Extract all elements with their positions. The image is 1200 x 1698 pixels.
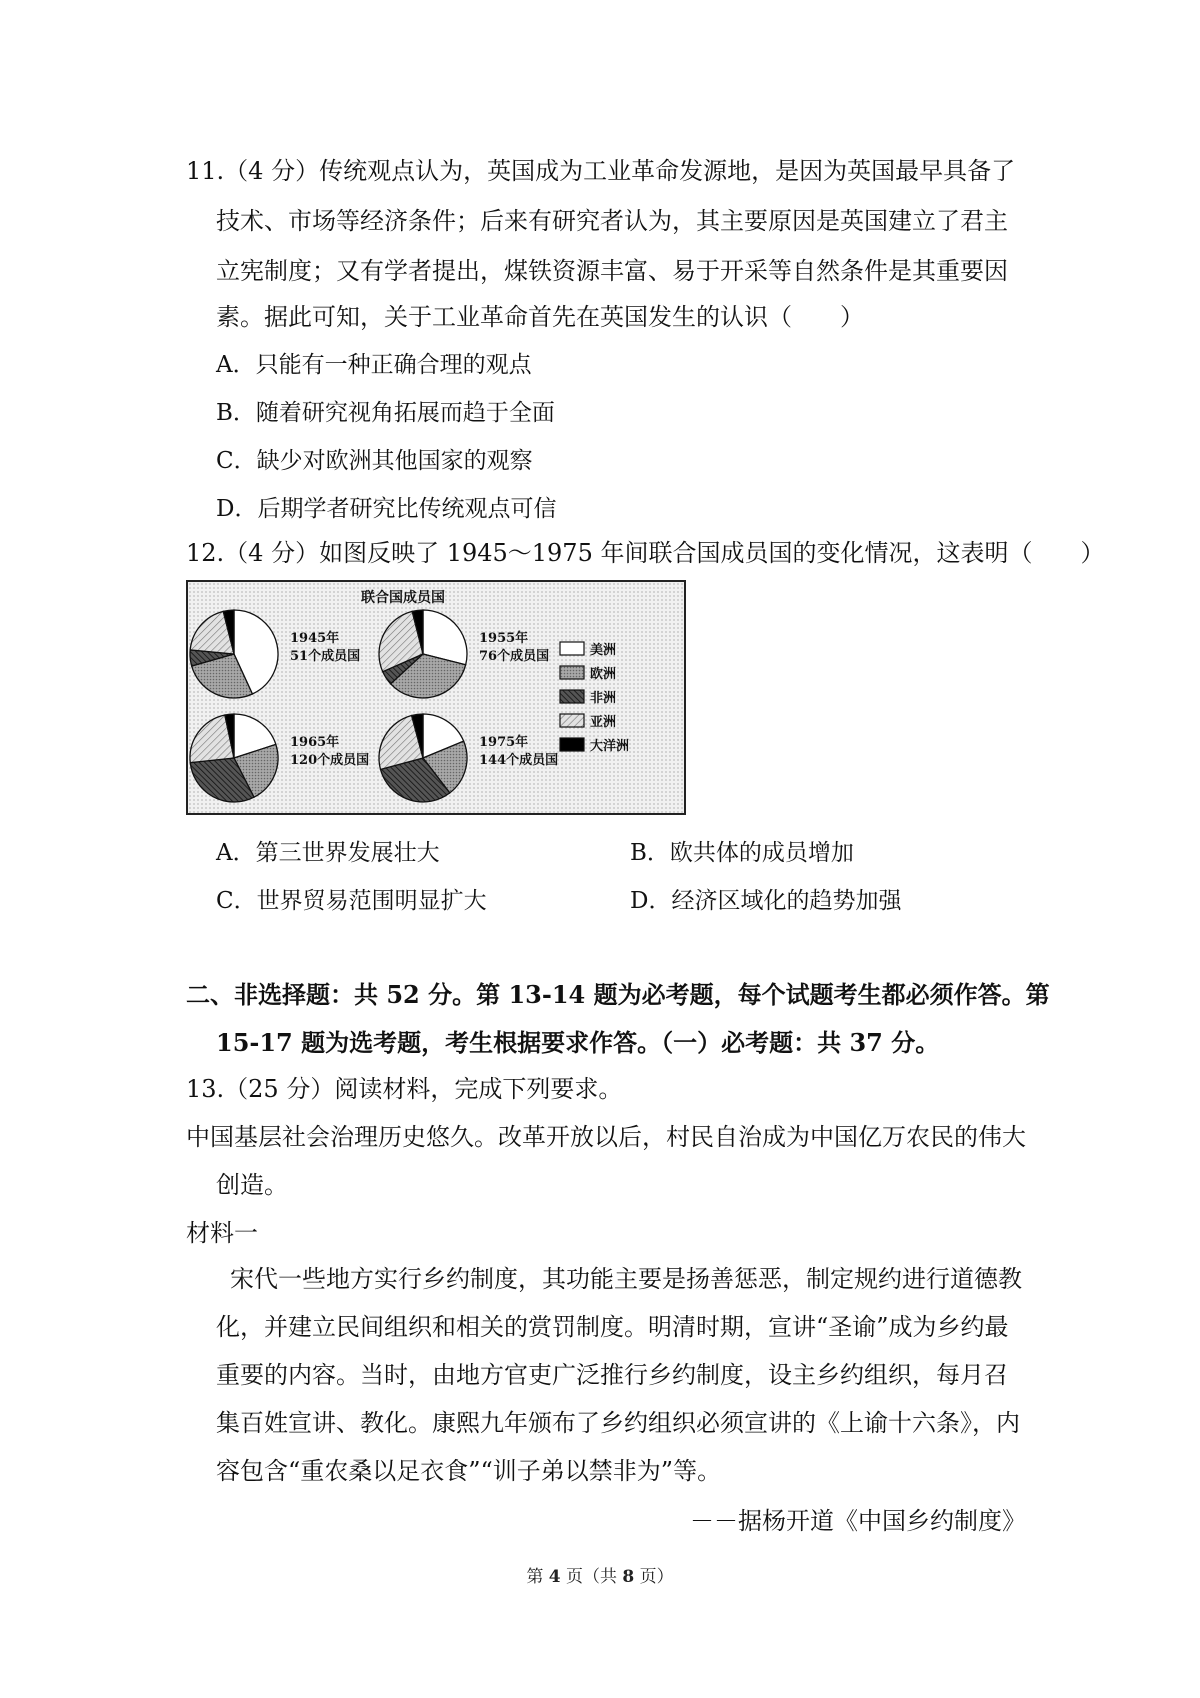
legend-label-oceania: 大洋洲 bbox=[590, 739, 630, 754]
legend-swatch-europe bbox=[560, 666, 584, 679]
pie-count-label-2: 120个成员国 bbox=[290, 753, 370, 768]
pie-year-label-3: 1975年 bbox=[479, 735, 529, 750]
q11-option-d: D．后期学者研究比传统观点可信 bbox=[216, 496, 557, 522]
chart-svg bbox=[188, 582, 684, 813]
legend-swatch-oceania bbox=[560, 738, 584, 751]
legend-label-europe: 欧洲 bbox=[590, 667, 617, 682]
pie-count-label-3: 144个成员国 bbox=[479, 753, 559, 768]
pie-1945年 bbox=[190, 610, 278, 698]
q12-stem: 12.（4 分）如图反映了 1945～1975 年间联合国成员国的变化情况，这表明（ ） bbox=[186, 539, 1105, 567]
pie-1965年 bbox=[190, 714, 278, 802]
q11-option-b: B．随着研究视角拓展而趋于全面 bbox=[216, 400, 555, 426]
pie-count-label-1: 76个成员国 bbox=[479, 649, 550, 664]
pie-count-label-0: 51个成员国 bbox=[290, 649, 361, 664]
chart-title: 联合国成员国 bbox=[361, 590, 445, 606]
pie-1975年 bbox=[379, 714, 467, 802]
un-members-pie-chart bbox=[186, 580, 686, 815]
q11-option-c: C．缺少对欧洲其他国家的观察 bbox=[216, 448, 533, 474]
q12-option-b: B．欧共体的成员增加 bbox=[630, 840, 854, 866]
footer-suffix: 页） bbox=[639, 1567, 674, 1587]
legend-swatch-americas bbox=[560, 642, 584, 655]
footer-total-pages: 8 bbox=[622, 1567, 635, 1587]
material-source: －－据杨开道《中国乡约制度》 bbox=[690, 1507, 1026, 1535]
material-line-2: 化，并建立民间组织和相关的赏罚制度。明清时期，宣讲“圣谕”成为乡约最 bbox=[216, 1313, 1009, 1341]
legend-label-americas: 美洲 bbox=[590, 643, 617, 658]
q12-option-d: D．经济区域化的趋势加强 bbox=[630, 888, 902, 914]
section2-heading-line-2: 15-17 题为选考题，考生根据要求作答。（一）必考题：共 37 分。 bbox=[216, 1028, 940, 1057]
q11-stem-line-3: 立宪制度；又有学者提出，煤铁资源丰富、易于开采等自然条件是其重要因 bbox=[216, 257, 1008, 285]
q13-stem: 13.（25 分）阅读材料，完成下列要求。 bbox=[186, 1075, 623, 1103]
pie-year-label-0: 1945年 bbox=[290, 631, 340, 646]
q12-option-a: A．第三世界发展壮大 bbox=[216, 840, 440, 866]
footer-middle: 页（共 bbox=[566, 1567, 617, 1587]
q13-intro-line-1: 中国基层社会治理历史悠久。改革开放以后，村民自治成为中国亿万农民的伟大 bbox=[186, 1123, 1026, 1151]
legend-swatch-africa bbox=[560, 690, 584, 703]
pie-year-label-1: 1955年 bbox=[479, 631, 529, 646]
footer-prefix: 第 bbox=[526, 1567, 544, 1587]
q13-intro-line-2: 创造。 bbox=[216, 1171, 288, 1199]
section2-heading-line-1: 二、非选择题：共 52 分。第 13-14 题为必考题，每个试题考生都必须作答。第 bbox=[186, 980, 1050, 1009]
material-line-3: 重要的内容。当时，由地方官吏广泛推行乡约制度，设主乡约组织，每月召 bbox=[216, 1361, 1008, 1389]
page-footer bbox=[0, 1562, 1200, 1587]
pie-1955年 bbox=[379, 610, 467, 698]
pie-year-label-2: 1965年 bbox=[290, 735, 340, 750]
legend-label-asia: 亚洲 bbox=[590, 715, 617, 730]
material-line-5: 容包含“重农桑以足衣食”“训子弟以禁非为”等。 bbox=[216, 1457, 722, 1485]
footer-page-number: 4 bbox=[548, 1567, 561, 1587]
legend-label-africa: 非洲 bbox=[590, 691, 617, 706]
material-line-1: 宋代一些地方实行乡约制度，其功能主要是扬善惩恶，制定规约进行道德教 bbox=[230, 1265, 1022, 1293]
material-line-4: 集百姓宣讲、教化。康熙九年颁布了乡约组织必须宣讲的《上谕十六条》，内 bbox=[216, 1409, 1020, 1437]
q11-option-a: A．只能有一种正确合理的观点 bbox=[216, 352, 532, 378]
legend-swatch-asia bbox=[560, 714, 584, 727]
q11-stem-line-2: 技术、市场等经济条件；后来有研究者认为，其主要原因是英国建立了君主 bbox=[216, 207, 1008, 235]
q12-option-c: C．世界贸易范围明显扩大 bbox=[216, 888, 487, 914]
q11-stem-line-1: 11.（4 分）传统观点认为，英国成为工业革命发源地，是因为英国最早具备了 bbox=[186, 157, 1016, 185]
q11-stem-line-4: 素。据此可知，关于工业革命首先在英国发生的认识（ ） bbox=[216, 303, 864, 331]
material-label: 材料一 bbox=[186, 1219, 258, 1247]
